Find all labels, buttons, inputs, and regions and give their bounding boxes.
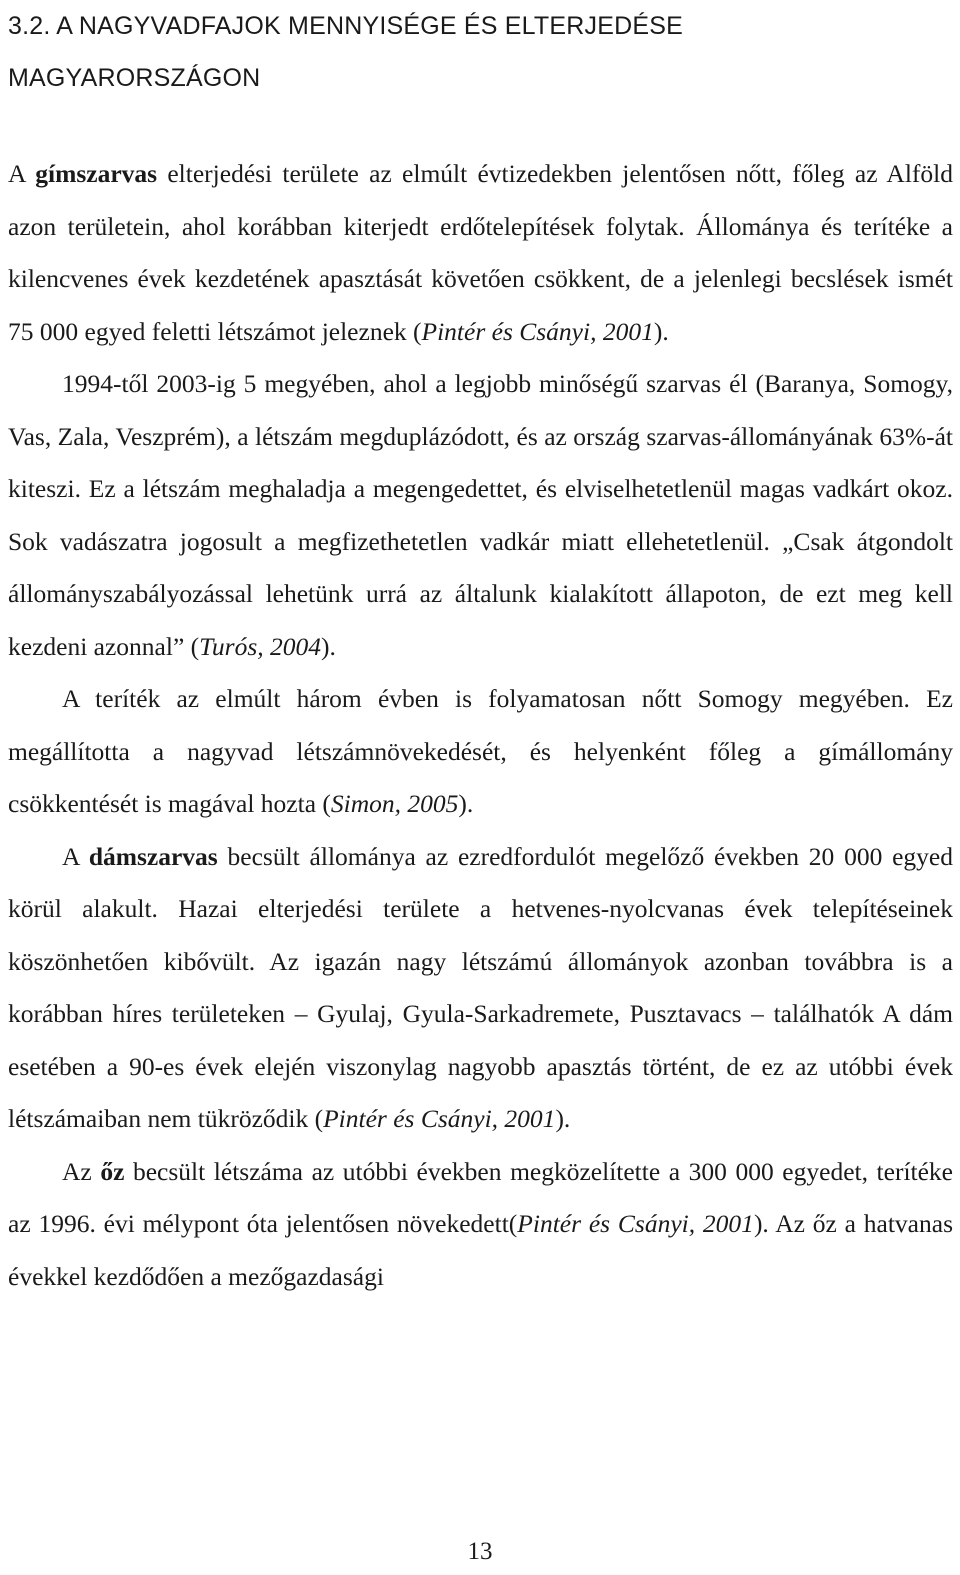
text-run: ). <box>458 789 474 818</box>
text-run: Az <box>62 1156 101 1186</box>
paragraph-red-deer <box>8 148 953 358</box>
text-run: 1994-től 2003-ig 5 megyében, ahol a legjobb minőségű szarvas él (Baranya, Somogy, Vas, Zala, Veszprém), a létszám megduplázódott, és az ország szarvas-állományának 63%-át kiteszi. Ez a létszám meghaladja a megengedettet, és elviselhetetlenül magas vadkárt okoz. Sok vadászatra jogosult a megfizethetetlen vadkár miatt ellehetetlenül. „Csak átgondolt állományszabályozással lehetünk urrá az általunk kialakított állapoton, de ezt meg kell kezdeni azonnal” ( <box>8 369 953 661</box>
text-run: ). Az őz a hatvanas évekkel kezdődően a mezőgazdasági <box>8 1209 953 1291</box>
term-roe-deer: őz <box>100 1156 125 1186</box>
citation: Turós, 2004 <box>199 631 322 661</box>
text-run: A teríték az elmúlt három évben is folyamatosan nőtt Somogy megyében. Ez megállította a nagyvad létszámnövekedését, és helyenként főleg a gímállomány csökkentését is magával hozta ( <box>8 684 953 818</box>
citation: Simon, 2005 <box>330 789 459 818</box>
paragraph-county-statistics <box>8 358 953 673</box>
paragraph-roe-deer <box>8 1146 953 1304</box>
text-run: elterjedési területe az elmúlt évtizedekben jelentősen nőtt, főleg az Alföld azon területein, ahol korábban kiterjedt erdőtelepítések folytak. Állománya és terítéke a kilencvenes évek kezdetének apasztását követően csökkent, de a jelenlegi becslések ismét 75 000 egyed feletti létszámot jeleznek ( <box>8 159 953 346</box>
term-fallow-deer: dámszarvas <box>88 841 218 871</box>
text-run: A <box>62 841 89 871</box>
section-heading <box>8 0 953 104</box>
term-red-deer: gímszarvas <box>35 159 158 188</box>
document-page <box>8 0 953 1303</box>
text-run: A <box>8 159 36 188</box>
text-run: ). <box>653 316 669 346</box>
citation: Pintér és Csányi, 2001 <box>517 1209 754 1238</box>
page-number: 13 <box>467 1538 493 1565</box>
paragraph-somogy <box>8 673 953 831</box>
text-run: becsült létszáma az utóbbi években megközelítette a 300 000 egyedet, terítéke az 1996. évi mélypont óta jelentősen növekedett( <box>8 1156 954 1238</box>
text-run: ). <box>555 1104 571 1133</box>
text-run: ). <box>321 631 336 661</box>
section-heading-line-1: 3.2. A NAGYVADFAJOK MENNYISÉGE ÉS ELTERJEDÉSE <box>8 12 683 40</box>
section-heading-line-2: MAGYARORSZÁGON <box>8 64 261 92</box>
text-run: becsült állománya az ezredfordulót megelőző években 20 000 egyed körül alakult. Hazai elterjedési területe a hetvenes-nyolcvanas évek telepítéseinek köszönhetően kibővült. Az igazán nagy létszámú állományok azonban továbbra is a korábban híres területeken – Gyulaj, Gyula-Sarkadremete, Pusztavacs – találhatók A dám esetében a 90-es évek elején viszonylag nagyobb apasztás történt, de ez az utóbbi évek létszámaiban nem tükröződik ( <box>8 841 954 1133</box>
paragraph-fallow-deer <box>8 831 953 1146</box>
citation: Pintér és Csányi, 2001 <box>421 316 654 346</box>
citation: Pintér és Csányi, 2001 <box>323 1104 556 1133</box>
